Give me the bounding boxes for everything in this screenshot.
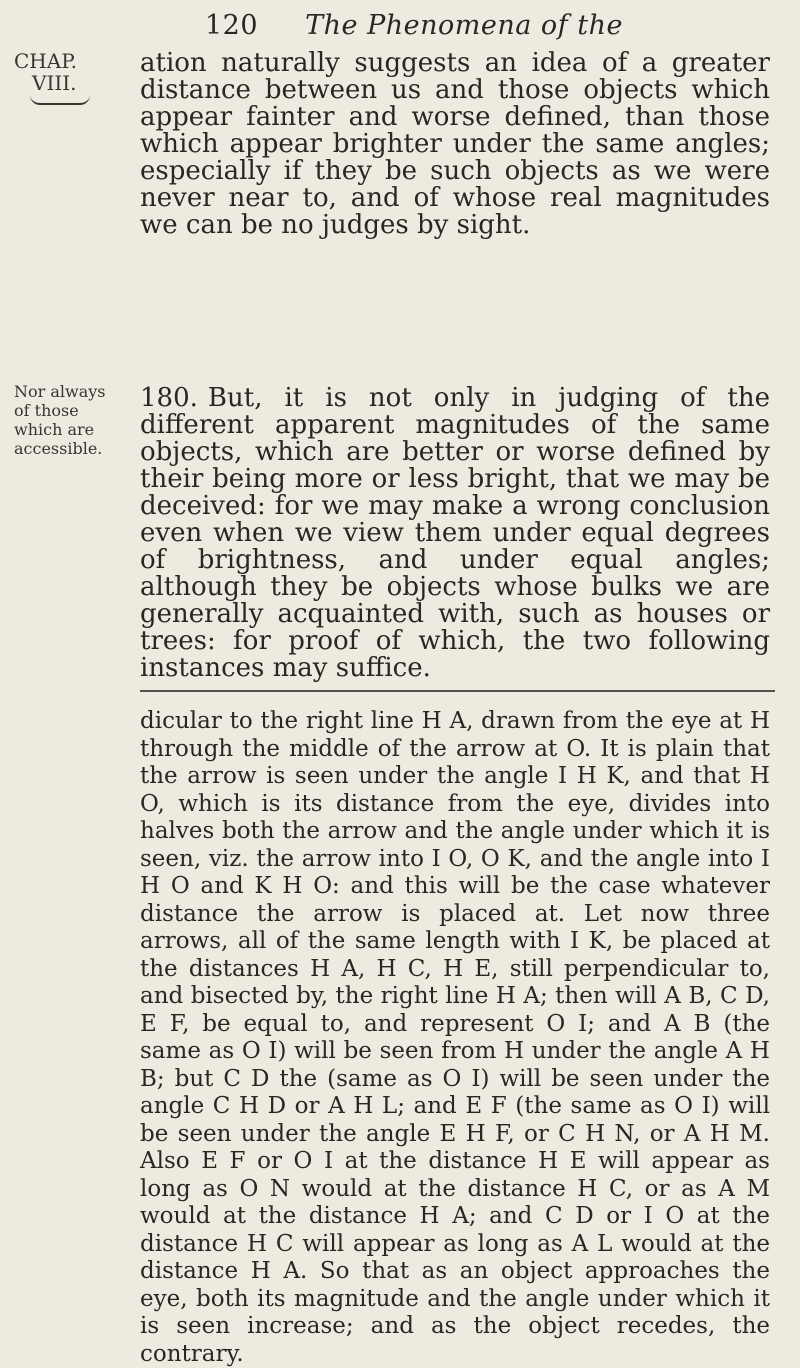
paragraph-2 xyxy=(140,385,770,682)
paragraph-3: dicular to the right line H A, drawn from the eye at H through the middle of the arrow at O. It is plain that the arrow is seen under the angle I H K, and that H O, which is its distance from the eye, divides into halves both the arrow and the angle under which it is seen, viz. the arrow into I O, O K, and the angle into I H O and K H O: and this will be the case whatever distance the arrow is placed at. Let now three arrows, all of the same length with I K, be placed at the distances H A, H C, H E, still perpendicular to, and bisected by, the right line H A; then will A B, C D, E F, be equal to, and represent O I; and A B (the same as O I) will be seen from H under the angle A H B; but C D the (same as O I) will be seen under the angle C H D or A H L; and E F (the same as O I) will be seen under the angle E H F, or C H N, or A H M. Also E F or O I at the distance H E will appear as long as O N would at the distance H C, or as A M would at the distance H A; and C D or I O at the distance H C will appear as long as A L would at the distance H A. So that as an object approaches the eye, both its magnitude and the angle under which it is seen increase; and as the object recedes, the contrary. xyxy=(140,708,770,1367)
running-header xyxy=(205,10,725,41)
chapter-label: CHAP. xyxy=(14,49,77,73)
side-note: Nor always of those which are accessible. xyxy=(14,382,106,458)
chapter-number: VIII. xyxy=(32,71,77,95)
chapter-marker xyxy=(14,50,124,94)
page-number: 120 xyxy=(205,10,259,41)
running-title: The Phenomena of the xyxy=(305,10,623,41)
section-number: 180. xyxy=(140,383,198,413)
paragraph-2-text: But, it is not only in judging of the different apparent magnitudes of the same objects, which are better or worse defined by their being more or less bright, that we may be deceived: for we may make a wrong conclusion even when we view them under equal degrees of brightness, and under equal angles; although they be objects whose bulks we are generally acquainted with, such as houses or trees: for proof of which, the two following instances may suffice. xyxy=(140,383,770,683)
paragraph-1: ation naturally suggests an idea of a greater distance between us and those objects which appear fainter and worse defined, than those which appear brighter under the same angles; especially if they be such objects as we were never near to, and of whose real magnitudes we can be no judges by sight. xyxy=(140,48,770,240)
section-divider xyxy=(140,690,775,692)
chapter-brace xyxy=(30,95,90,105)
